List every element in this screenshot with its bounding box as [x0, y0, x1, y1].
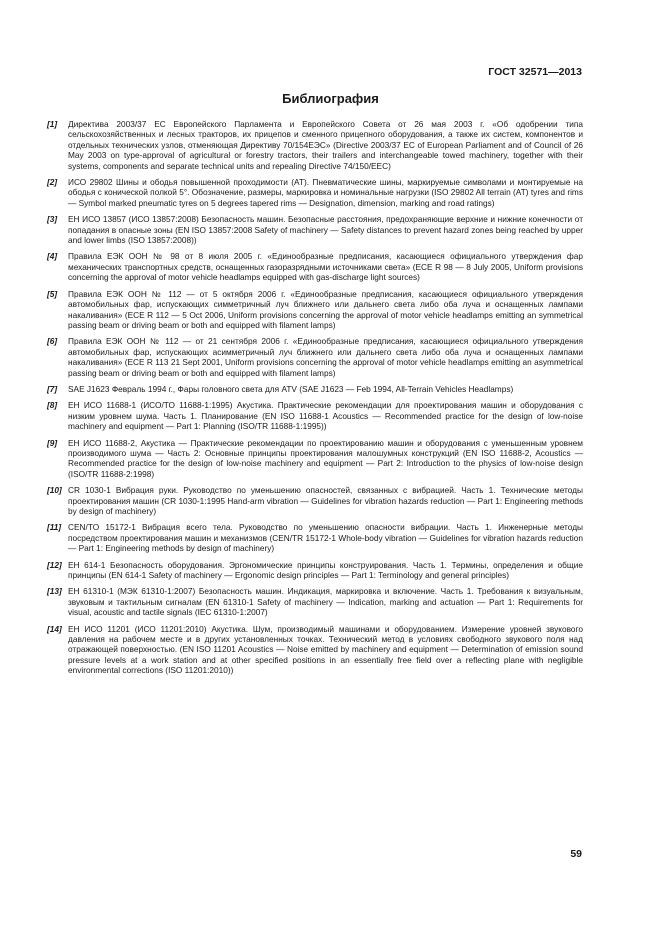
entry-number: [14]	[47, 623, 62, 634]
entry-text: ЕН ИСО 11688-1 (ИСО/ТО 11688-1:1995) Акустика. Практические рекомендации для проектирования машин и оборудования с низким уровнем шума. Часть 1. Планирование (EN ISO 11688-1 Acoustics — Recommended practice for the design of low-noise machinery and equipment — Part 1: Planning (ISO/TR 11688-1:1995))	[68, 400, 583, 432]
bibliography-entry	[47, 384, 583, 394]
entry-text: Правила ЕЭК ООН № 112 — от 5 октября 2006 г. «Единообразные предписания, касающиеся официального утверждения автомобильных фар, испускающих симметричный луч ближнего или дальнего света либо оба луча и оснащенных лампами накаливания» (ECE R 112 — 5 Oct 2006, Uniform provisions concerning the approval of motor vehicle headlamps emitting an symmetrical passing beam or driving beam or both and equipped with filament lamps)	[68, 288, 583, 330]
entry-number: [6]	[47, 336, 58, 347]
bibliography-entry	[47, 119, 583, 171]
entry-text: ЕН 61310-1 (МЭК 61310-1:2007) Безопасность машин. Индикация, маркировка и включение. Часть 1. Требования к визуальным, звуковым и тактильным сигналам (EN 61310-1 Safety of machinery — Indication, marking and actuation — Part 1: Requirements for visual, acoustic and tactile signals (IEC 61310-1:2007)	[68, 586, 583, 618]
bibliography-entry	[47, 336, 583, 378]
entry-number: [11]	[47, 522, 62, 533]
entry-number: [12]	[47, 559, 62, 570]
page-number: 59	[570, 848, 582, 860]
entry-number: [1]	[47, 119, 58, 129]
bibliography-list	[47, 119, 583, 682]
entry-number: [5]	[47, 288, 58, 299]
entry-text: CR 1030-1 Вибрация руки. Руководство по уменьшению опасностей, связанных с вибрацией. Часть 1. Технические методы проектирования машин (CR 1030-1:1995 Hand-arm vibration — Guidelines for vibration hazards reduction — Part 1: Engineering methods by design of machinery)	[68, 485, 583, 516]
bibliography-entry	[47, 289, 583, 331]
entry-text: Правила ЕЭК ООН № 98 от 8 июля 2005 г. «Единообразные предписания, касающиеся официального утверждения фар механических транспортных средств, оснащенных газоразрядными источниками света» (ECE R 98 — 8 July 2005, Uniform provisions concerning the approval of motor vehicle headlamps equipped with gas-discharge light sources)	[68, 251, 583, 283]
entry-number: [3]	[47, 214, 58, 225]
entry-text: ЕН ИСО 13857 (ИСО 13857:2008) Безопасность машин. Безопасные расстояния, предохраняющие верхние и нижние конечности от попадания в опасные зоны (EN ISO 13857:2008 Safety of machinery — Safety distances to prevent hazard zones being reached by upper and lower limbs (ISO 13857:2008))	[68, 214, 583, 246]
bibliography-entry	[47, 177, 583, 208]
entry-text: ИСО 29802 Шины и ободья повышенной проходимости (AT). Пневматические шины, маркируемые символами и монтируемые на ободья с конической полкой 5°. Обозначение, размеры, маркировка и номинальные нагрузки (ISO 29802 All terrain (AT) tyres and rims — Symbol marked pneumatic tyres on 5 degrees tapered rims — Designation, dimension, marking and road ratings)	[68, 177, 583, 208]
bibliography-entry	[47, 438, 583, 480]
standard-number: ГОСТ 32571—2013	[488, 66, 582, 78]
bibliography-entry	[47, 560, 583, 581]
bibliography-entry	[47, 214, 583, 245]
entry-number: [4]	[47, 251, 58, 262]
bibliography-entry	[47, 251, 583, 282]
bibliography-entry	[47, 586, 583, 617]
bibliography-entry	[47, 485, 583, 516]
entry-text: CEN/TO 15172-1 Вибрация всего тела. Руководство по уменьшению опасности вибрации. Часть 1. Инженерные методы посредством проектирования машин и механизмов (CEN/TR 15172-1 Whole-body vibration — Guidelines for vibration hazards reduction — Part 1: Engineering methods by design of machinery)	[68, 522, 583, 554]
entry-number: [8]	[47, 400, 58, 411]
entry-number: [2]	[47, 177, 58, 188]
entry-number: [9]	[47, 437, 58, 448]
bibliography-entry	[47, 400, 583, 431]
bibliography-entry	[47, 624, 583, 676]
page-title: Библиография	[282, 91, 379, 106]
bibliography-entry	[47, 522, 583, 553]
entry-number: [13]	[47, 586, 62, 597]
entry-text: Правила ЕЭК ООН № 112 — от 21 сентября 2006 г. «Единообразные предписания, касающиеся официального утверждения автомобильных фар, испускающих асимметричный луч ближнего или дальнего света либо оба луча и оснащенных лампами накаливания» (ECE R 113 21 Sept 2001, Uniform provisions concerning the approval of motor vehicle headlamps emitting an asymmetrical passing beam or driving beam or both and equipped with filament lamps)	[68, 336, 583, 378]
entry-text: ЕН ИСО 11688-2, Акустика — Практические рекомендации по проектированию машин и оборудования с уменьшенным уровнем производимого шума — Часть 2: Основные принципы проектирования малошумных конструкций (EN ISO 11688-2, Acoustics — Recommended practice for the design of low-noise machinery and equipment — Part 2: Introduction to the physics of low-noise design (ISO/TR 11688-2:1998)	[68, 437, 583, 479]
entry-text: ЕН ИСО 11201 (ИСО 11201:2010) Акустика. Шум, производимый машинами и оборудованием. Измерение уровней звукового давления на рабочем месте и в других установленных точках. Технический метод в условиях свободного звукового поля над отражающей поверхностью. (EN ISO 11201 Acoustics — Noise emitted by machinery and equipment — Determination of emission sound pressure levels at a work station and at other specified positions in an essentially free field over a reflecting plane with negligible environmental corrections (ISO 11201:2010))	[68, 623, 583, 676]
entry-number: [10]	[47, 485, 62, 496]
entry-text: Директива 2003/37 ЕС Европейского Парламента и Европейского Совета от 26 мая 2003 г. «Об одобрении типа сельскохозяйственных и лесных тракторов, их прицепов и сменного прицепного оборудования, а также их систем, компонентов и отдельных технических узлов, отменяющая Директиву 70/154ЕЭС» (Directive 2003/37 EC of European Parliament and of Council of 26 May 2003 on type-approval of agricultural or forestry tractors, their trailers and interchangeable towed machinery, together with their systems, components and separate technical units and repealing Directive 74/150/EEC)	[68, 119, 583, 171]
entry-text: SAE J1623 Февраль 1994 г., Фары головного света для ATV (SAE J1623 — Feb 1994, All-Terrain Vehicles Headlamps)	[68, 383, 514, 394]
entry-number: [7]	[47, 383, 58, 394]
entry-text: ЕН 614-1 Безопасность оборудования. Эргономические принципы конструирования. Часть 1. Термины, определения и общие принципы (EN 614-1 Safety of machinery — Ergonomic design principles — Part 1: Terminology and general principles)	[68, 559, 583, 581]
